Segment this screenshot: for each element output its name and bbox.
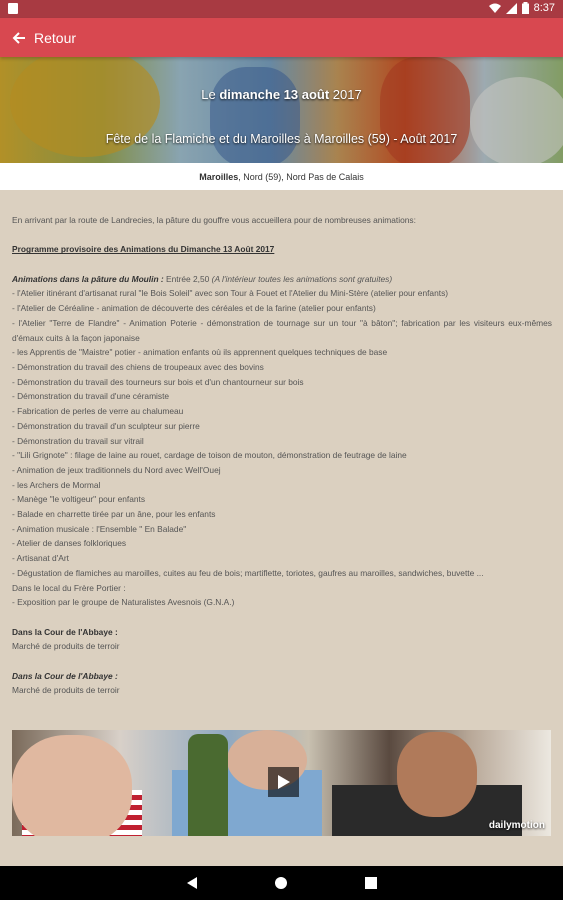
event-date: Le dimanche 13 août 2017	[201, 87, 362, 102]
circle-home-icon	[274, 876, 288, 890]
marche-text: Marché de produits de terroir	[12, 685, 120, 696]
video-brand-logo: dailymotion	[488, 820, 545, 831]
list-item: - Artisanat d'Art	[12, 553, 69, 564]
list-item: - Démonstration du travail sur vitrail	[12, 435, 144, 446]
system-nav-bar	[0, 866, 563, 900]
list-item: - "Lili Grignote" : filage de laine au rouet, cardage de toison de mouton, démonstration de feutrage de laine	[12, 450, 407, 461]
battery-icon	[522, 2, 529, 14]
wifi-icon	[489, 3, 501, 14]
list-item: - Démonstration du travail d'une céramiste	[12, 391, 170, 402]
list-item: - Animation musicale : l'Ensemble " En Balade"	[12, 523, 187, 534]
event-description	[12, 213, 552, 698]
app-bar	[0, 18, 563, 57]
list-item: - Animation de jeux traditionnels du Nord avec Well'Ouej	[12, 464, 221, 475]
list-item: - l'Atelier itinérant d'artisanat rural "le Bois Soleil" avec son Tour à Fouet et l'Atelier du Mini-Stère (atelier pour enfants)	[12, 288, 449, 299]
marche-text: Marché de produits de terroir	[12, 641, 120, 652]
video-player[interactable]	[12, 730, 551, 836]
list-item: - les Apprentis de "Maistre" potier - animation enfants où ils apprennent quelques techniques de base	[12, 347, 388, 358]
status-bar	[0, 0, 563, 18]
back-label: Retour	[34, 29, 77, 46]
location-city: Maroilles	[199, 171, 239, 182]
list-item: - Atelier de danses folkloriques	[12, 538, 127, 549]
intro-text: En arrivant par la route de Landrecies, la pâture du gouffre vous accueillera pour de nombreuses animations:	[12, 215, 416, 225]
status-time: 8:37	[533, 2, 555, 14]
cour-abbaye-heading: Dans la Cour de l'Abbaye :	[12, 626, 118, 637]
event-location	[0, 163, 563, 190]
animations-heading: Animations dans la pâture du Moulin : Entrée 2,50 (A l'intérieur toutes les animations sont gratuites)	[12, 273, 393, 284]
triangle-back-icon	[186, 876, 198, 890]
list-item: - Démonstration du travail des tourneurs sur bois et d'un chantourneur sur bois	[12, 376, 304, 387]
hero-banner	[0, 57, 563, 163]
arrow-left-icon	[12, 31, 26, 45]
exposition-item: - Exposition par le groupe de Naturalistes Avesnois (G.N.A.)	[12, 597, 235, 608]
location-region: , Nord (59), Nord Pas de Calais	[238, 171, 364, 182]
program-title: Programme provisoire des Animations du Dimanche 13 Août 2017	[12, 244, 275, 255]
list-item: - Balade en charrette tirée par un âne, pour les enfants	[12, 509, 216, 520]
nav-back-button[interactable]	[183, 874, 201, 892]
play-button[interactable]	[268, 767, 299, 797]
list-item: - les Archers de Mormal	[12, 479, 101, 490]
cour-abbaye-heading-italic: Dans la Cour de l'Abbaye :	[12, 670, 118, 681]
list-item: - Démonstration du travail d'un sculpteur sur pierre	[12, 420, 200, 431]
list-item: - l'Atelier "Terre de Flandre" - Animation Poterie - démonstration de tournage sur un tour "à bâton"; fabrication par les visiteurs eux-mêmes d'émaux cuits à la façon japonaise	[12, 317, 552, 343]
back-button[interactable]	[0, 30, 76, 46]
event-title: Fête de la Flamiche et du Maroilles à Maroilles (59) - Août 2017	[105, 132, 458, 146]
nav-home-button[interactable]	[272, 874, 290, 892]
signal-icon	[506, 3, 517, 14]
list-item: - Fabrication de perles de verre au chalumeau	[12, 406, 184, 417]
frere-portier-heading: Dans le local du Frère Portier :	[12, 582, 126, 593]
nav-recents-button[interactable]	[362, 874, 380, 892]
play-icon	[277, 774, 291, 790]
square-recents-icon	[365, 877, 377, 889]
notification-icon	[8, 3, 18, 14]
list-item: - Manège "le voltigeur" pour enfants	[12, 494, 146, 505]
list-item: - Dégustation de flamiches au maroilles, cuites au feu de bois; martiflette, toriotes, gaufres au maroilles, sandwiches, buvette ...	[12, 567, 484, 578]
list-item: - Démonstration du travail des chiens de troupeaux avec des bovins	[12, 362, 264, 372]
list-item: - l'Atelier de Céréaline - animation de découverte des céréales et de la farine (atelier pour enfants)	[12, 303, 376, 314]
